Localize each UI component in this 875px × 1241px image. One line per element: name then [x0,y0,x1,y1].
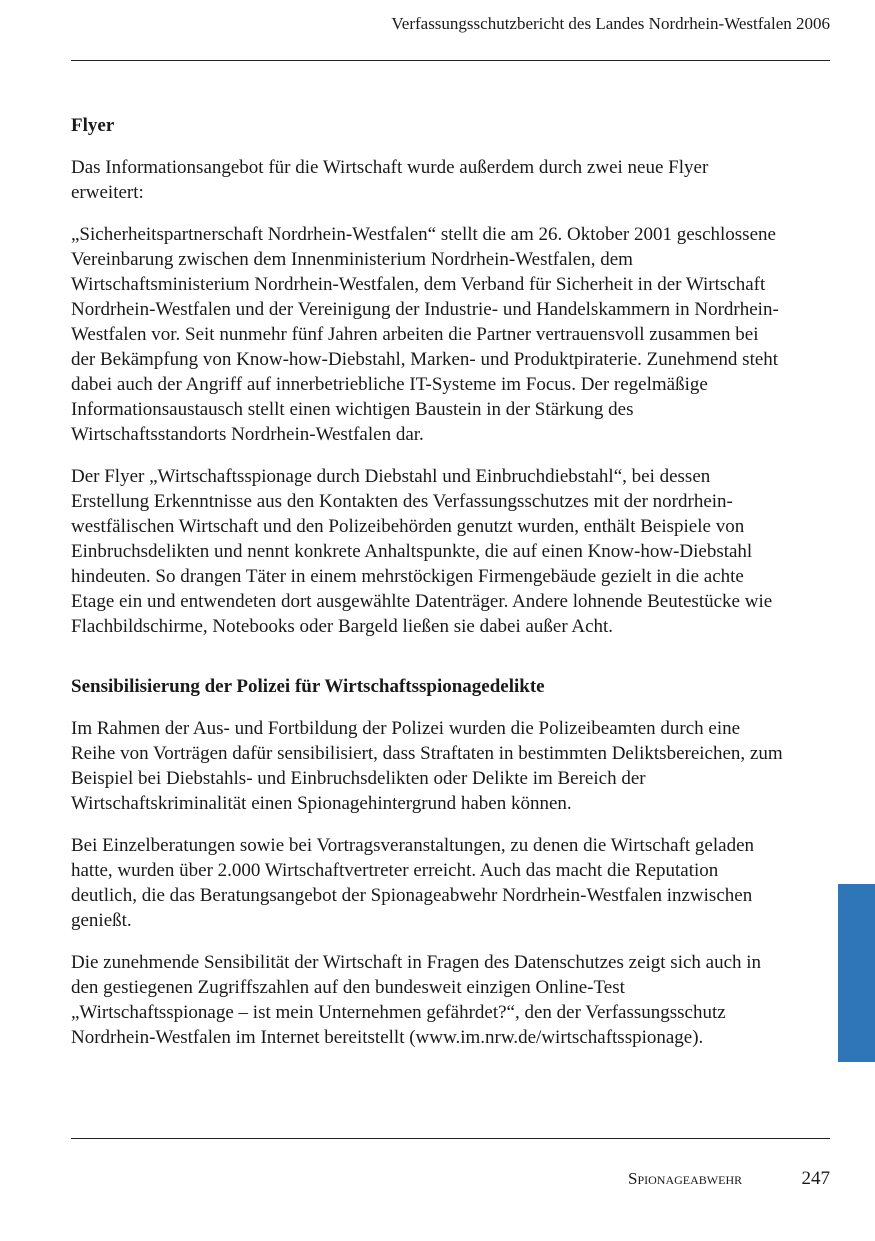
paragraph: „Sicherheitspartnerschaft Nordrhein-Westfalen“ stellt die am 26. Oktober 2001 geschlossene Vereinbarung zwischen dem Innenministerium Nordrhein-Westfalen, dem Wirtschaftsministerium Nordrhein-Westfalen, dem Verband für Sicherheit in der Wirtschaft Nordrhein-Westfalen und der Vereinigung der Industrie- und Handelskammern in Nordrhein-Westfalen vor. Seit nunmehr fünf Jahren arbeiten die Partner vertrauensvoll zusammen bei der Bekämpfung von Know-how-Diebstahl, Marken- und Produktpiraterie. Zunehmend steht dabei auch der Angriff auf innerbetriebliche IT-Systeme im Focus. Der regelmäßige Informationsaustausch stellt einen wichtigen Baustein in der Stärkung des Wirtschaftsstandorts Nordrhein-Westfalen dar. [71,224,779,445]
footer-section-label: Spionageabwehr [628,1169,743,1188]
paragraph: Die zunehmende Sensibilität der Wirtschaft in Fragen des Datenschutzes zeigt sich auch in den gestiegenen Zugriffszahlen auf den bundesweit einzigen Online-Test „Wirtschaftsspionage – ist mein Unternehmen gefährdet?“, den der Verfassungsschutz Nordrhein-Westfalen im Internet bereitstellt (www.im.nrw.de/wirtschaftsspionage). [71,952,762,1048]
section-heading-sensibilisierung: Sensibilisierung der Polizei für Wirtschaftsspionagedelikte [71,676,545,697]
paragraph: Das Informationsangebot für die Wirtschaft wurde außerdem durch zwei neue Flyer erweitert: [71,157,709,203]
paragraph: Im Rahmen der Aus- und Fortbildung der Polizei wurden die Polizeibeamten durch eine Reihe von Vorträgen dafür sensibilisiert, dass Straftaten in bestimmten Deliktsbereichen, zum Beispiel bei Diebstahls- und Einbruchsdelikten oder Delikte im Bereich der Wirtschaftskriminalität einen Spionagehintergrund haben können. [71,718,783,814]
page-body [71,113,783,1067]
chapter-thumb-tab [838,884,875,1062]
paragraph: Der Flyer „Wirtschaftsspionage durch Diebstahl und Einbruchdiebstahl“, bei dessen Erstellung Erkenntnisse aus den Kontakten des Verfassungsschutzes mit der nordrhein-westfälischen Wirtschaft und den Polizeibehörden genutzt wurden, enthält Beispiele von Einbruchsdelikten und nennt konkrete Anhaltspunkte, die auf einen Know-how-Diebstahl hindeuten. So drangen Täter in einem mehrstöckigen Firmengebäude gezielt in die achte Etage ein und entwendeten dort ausgewählte Datenträger. Andere lohnende Beutestücke wie Flachbildschirme, Notebooks oder Bargeld ließen sie dabei außer Acht. [71,466,773,637]
section-heading-flyer: Flyer [71,115,115,136]
paragraph: Bei Einzelberatungen sowie bei Vortragsveranstaltungen, zu denen die Wirtschaft geladen hatte, wurden über 2.000 Wirtschaftvertreter erreicht. Auch das macht die Reputation deutlich, die das Beratungsangebot der Spionageabwehr Nordrhein-Westfalen inzwischen genießt. [71,835,755,931]
footer-rule [71,1138,830,1139]
running-header: Verfassungsschutzbericht des Landes Nordrhein-Westfalen 2006 [391,14,830,33]
page-number: 247 [801,1168,830,1189]
header-rule [71,60,830,61]
